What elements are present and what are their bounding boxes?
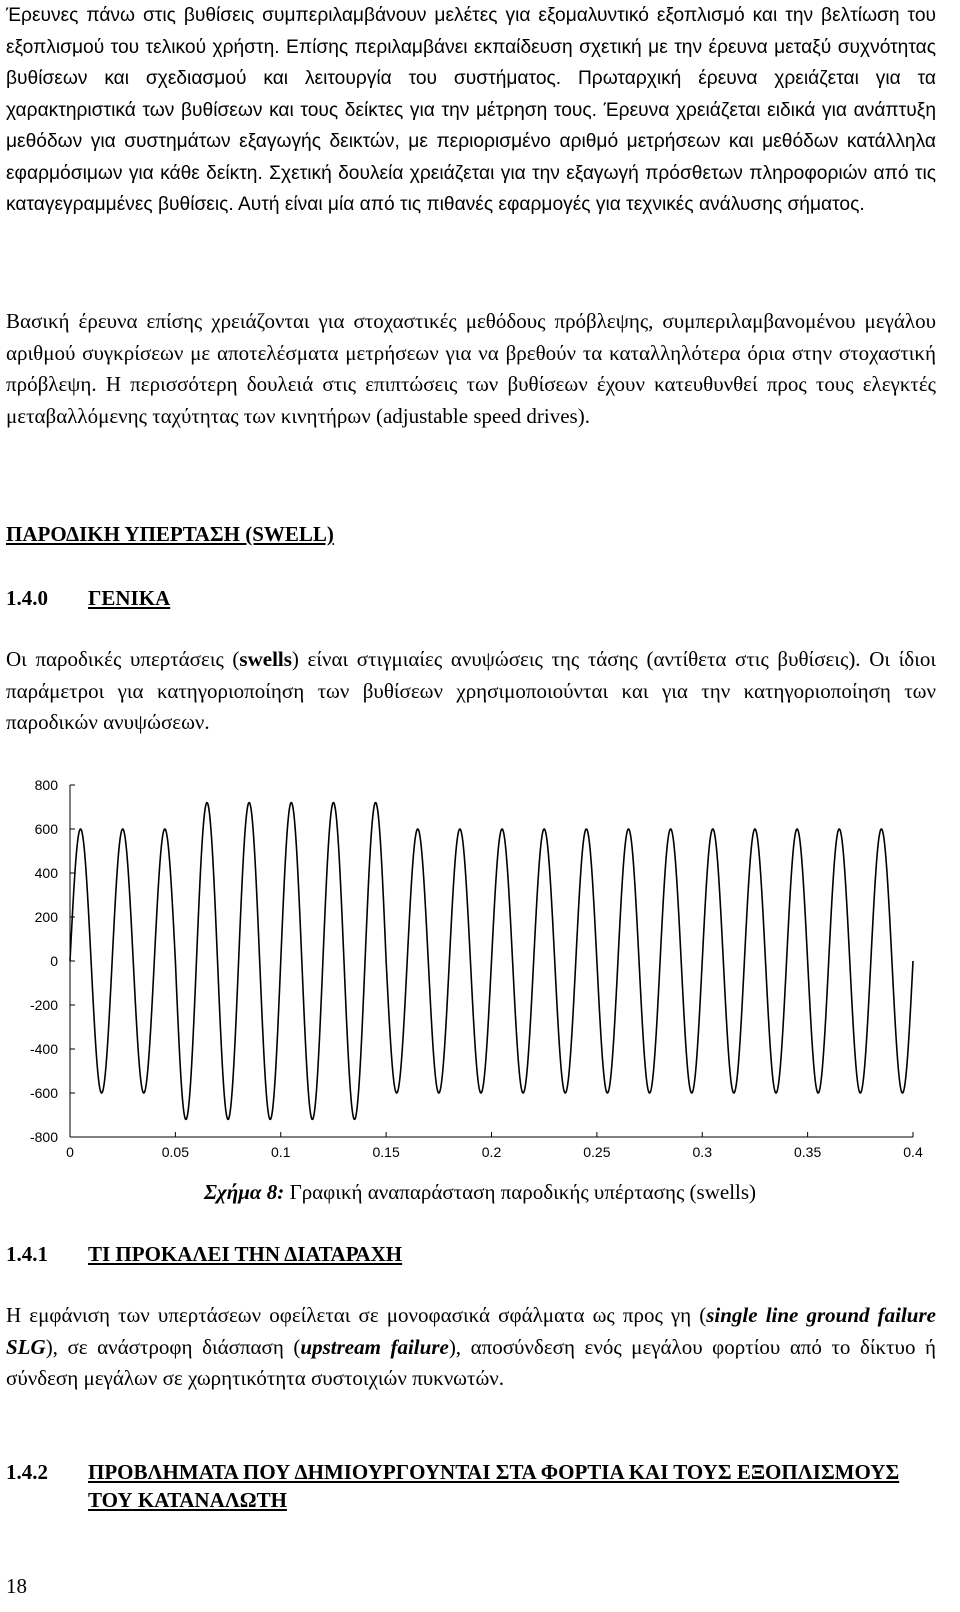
caption-text: Γραφική αναπαράσταση παροδικής υπέρτασης (swells) xyxy=(284,1180,757,1204)
general-paragraph xyxy=(6,644,936,739)
subsection-number: 1.4.2 xyxy=(6,1460,48,1484)
x-tick-label: 0.1 xyxy=(271,1144,291,1160)
subsection-number: 1.4.0 xyxy=(6,586,48,610)
y-tick-label: 400 xyxy=(34,865,58,881)
text-run: ), αποσύνδεση ενός μεγάλου φορτίου από το δίκτυο ή σύνδεση μεγάλων σε χωρητικότητα συστοιχιών πυκνωτών. xyxy=(6,1334,936,1390)
y-tick-label: -800 xyxy=(29,1129,58,1145)
subsection-1-4-0-heading xyxy=(6,584,170,612)
text-run: Η εμφάνιση των υπερτάσεων οφείλεται σε μονοφασικά σφάλματα ως προς γη ( xyxy=(6,1303,707,1327)
x-tick-label: 0.05 xyxy=(161,1144,189,1160)
section-title: ΠΑΡΟΔΙΚΗ ΥΠΕΡΤΑΣΗ (SWELL) xyxy=(6,522,334,546)
subsection-1-4-1-heading xyxy=(6,1240,402,1268)
bold-italic-term: upstream failure xyxy=(300,1334,449,1359)
x-tick-label: 0.15 xyxy=(372,1144,400,1160)
y-tick-label: 200 xyxy=(34,909,58,925)
subsection-title: ΤΙ ΠΡΟΚΑΛΕΙ ΤΗΝ ΔΙΑΤΑΡΑΧΗ xyxy=(88,1242,403,1266)
subsection-number: 1.4.1 xyxy=(6,1242,48,1266)
text-run: ) είναι στιγμιαίες ανυψώσεις της τάσης (αντίθετα στις βυθίσεις). Οι ίδιοι παράμετροι για κατηγοριοποίηση των βυθίσεων χρησιμοποιούνται και για την κατηγοριοποίηση των παροδικών ανυψώσεων. xyxy=(6,647,936,734)
text-run: Οι παροδικές υπερτάσεις ( xyxy=(6,647,240,671)
text-run: ), σε ανάστροφη διάσπαση ( xyxy=(45,1334,301,1359)
causes-paragraph xyxy=(6,1300,936,1395)
x-tick-label: 0.4 xyxy=(903,1144,923,1160)
figure-caption xyxy=(0,1180,960,1205)
swell-waveform-chart xyxy=(8,780,928,1160)
intro-paragraph: Έρευνες πάνω στις βυθίσεις συμπεριλαμβάνουν μελέτες για εξομαλυντικό εξοπλισμό και την βελτίωση του εξοπλισμού του τελικού χρήστη. Επίσης περιλαμβάνει εκπαίδευση σχετική με την έρευνα μεταξύ συχνότητας βυθίσεων και σχεδιασμού και λειτουργία του συστήματος. Πρωταρχική έρευνα χρειάζεται για τα χαρακτηριστικά των βυθίσεων και τους δείκτες για την μέτρηση τους. Έρευνα χρειάζεται ειδικά για ανάπτυξη μεθόδων για συστημάτων εξαγωγής δεικτών, με περιορισμένο αριθμό μετρήσεων και μεθόδων κατάλληλα εφαρμόσιμων για κάθε δείκτη. Σχετική δουλεία χρειάζεται για την εξαγωγή πρόσθετων πληροφοριών από τις καταγεγραμμένες βυθίσεις. Αυτή είναι μία από τις πιθανές εφαρμογές για τεχνικές ανάλυσης σήματος. xyxy=(6,5,936,215)
caption-label: Σχήμα 8: xyxy=(203,1180,285,1204)
y-tick-label: 800 xyxy=(34,780,58,793)
basic-research-paragraph: Βασική έρευνα επίσης χρειάζονται για στοχαστικές μεθόδους πρόβλεψης, συμπεριλαμβανομένου μεγάλου αριθμού συγκρίσεων με αποτελέσματα μετρήσεων για να βρεθούν τα καταλληλότερα όρια στην στοχαστική πρόβλεψη. Η περισσότερη δουλειά στις επιπτώσεις των βυθίσεων έχουν κατευθυνθεί προς τους ελεγκτές μεταβαλλόμενης ταχύτητας των κινητήρων (adjustable speed drives). xyxy=(6,309,936,428)
y-tick-label: -600 xyxy=(29,1085,58,1101)
x-tick-label: 0.2 xyxy=(481,1144,502,1160)
y-tick-label: -400 xyxy=(29,1041,58,1057)
x-tick-label: 0 xyxy=(66,1144,74,1160)
y-tick-label: -200 xyxy=(29,997,58,1013)
y-tick-label: 600 xyxy=(34,821,58,837)
subsection-1-4-2-heading xyxy=(6,1458,936,1514)
x-tick-label: 0.3 xyxy=(692,1144,712,1160)
subsection-title: ΓΕΝΙΚΑ xyxy=(88,586,171,610)
series-line-voltage xyxy=(70,803,913,1120)
y-tick-label: 0 xyxy=(50,953,58,969)
page-number: 18 xyxy=(6,1574,27,1598)
bold-term: swells xyxy=(239,647,292,671)
x-tick-label: 0.35 xyxy=(794,1144,822,1160)
x-tick-label: 0.25 xyxy=(583,1144,611,1160)
bold-italic-term: single line ground failure SLG xyxy=(6,1303,936,1359)
subsection-title: ΠΡΟΒΛΗΜΑΤΑ ΠΟΥ ΔΗΜΙΟΥΡΓΟΥΝΤΑΙ ΣΤΑ ΦΟΡΤΙΑ ΚΑΙ ΤΟΥΣ ΕΞΟΠΛΙΣΜΟΥΣ ΤΟΥ ΚΑΤΑΝΑΛΩΤΗ xyxy=(88,1460,900,1512)
